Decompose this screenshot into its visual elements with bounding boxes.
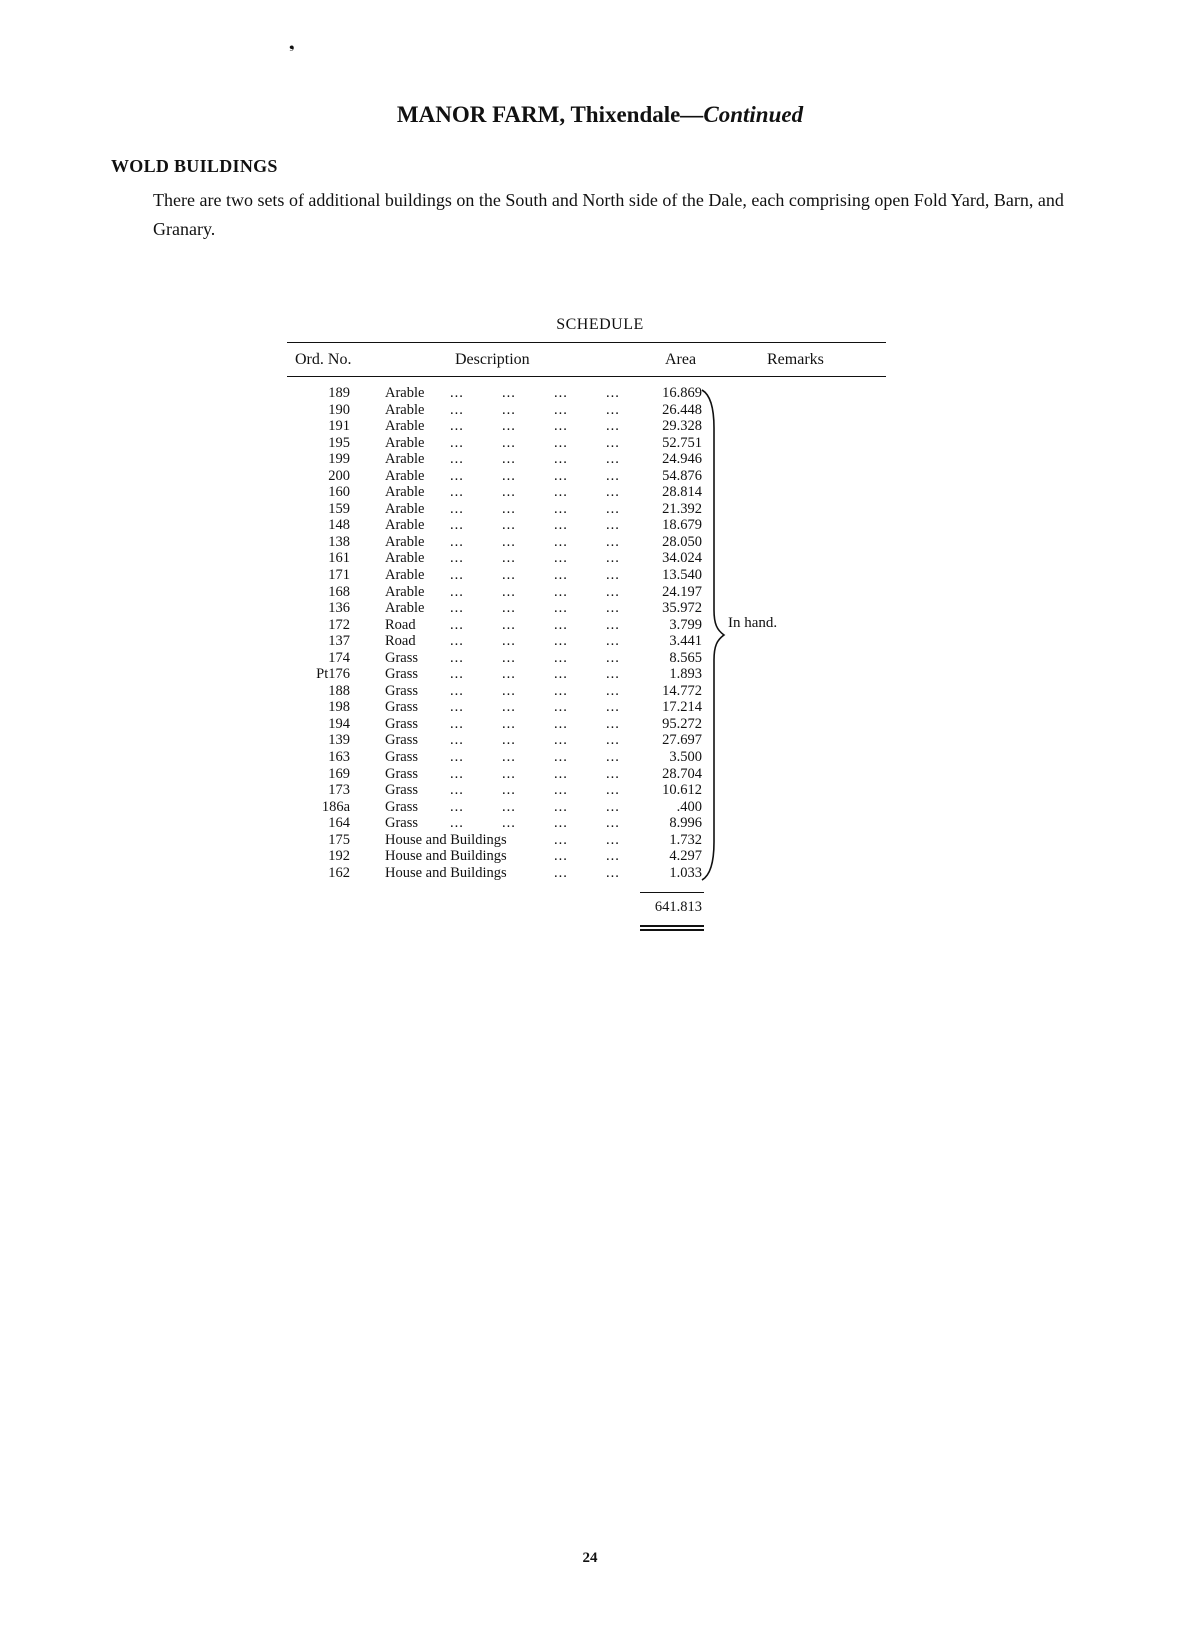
ord-number: 195 [328,434,350,451]
page-number: 24 [582,1550,598,1566]
table-row [287,799,737,816]
area-value: 3.799 [669,616,702,633]
table-row [287,617,737,634]
ord-number: 198 [328,699,350,716]
dot-leaders: ... ... ... ... [450,600,620,617]
total-double-rule-bottom [640,929,704,931]
dot-leaders: ... ... ... ... [450,401,620,418]
ord-number: 159 [328,500,350,517]
table-row [287,501,737,518]
area-value: 24.946 [662,451,702,468]
ord-number: 161 [328,550,350,567]
dot-leaders: ... ... ... ... [450,517,620,534]
description: Arable [385,600,425,617]
description: House and Buildings [385,864,507,881]
ord-number: 175 [328,831,350,848]
dot-leaders: ... ... ... ... [450,682,620,699]
title-continued: —Continued [680,102,804,127]
description: Grass [385,732,419,749]
description: Grass [385,682,419,699]
dot-leaders: ... ... [554,864,620,881]
section-heading: WOLD BUILDINGS [111,156,278,176]
total-double-rule-top [640,925,704,927]
dot-leaders: ... ... ... ... [450,533,620,550]
description: Arable [385,567,425,584]
total-rule [640,892,704,893]
table-row [287,402,737,419]
table-header-rule [287,376,886,377]
section-paragraph: There are two sets of additional buildings on the South and North side of the Dale, each comprising open Fold Yard, Barn, and Granary. [153,190,1064,239]
description: House and Buildings [385,848,507,865]
table-row [287,699,737,716]
ord-number: 199 [328,451,350,468]
description: Arable [385,517,425,534]
ord-number: 173 [328,782,350,799]
area-value: 1.893 [669,666,702,683]
area-value: .400 [676,798,702,815]
table-row [287,633,737,650]
dot-leaders: ... ... ... ... [450,715,620,732]
schedule-rows [287,385,737,881]
dot-leaders: ... ... ... ... [450,434,620,451]
column-header-description: Description [455,351,530,368]
dot-leaders: ... ... ... ... [450,798,620,815]
dot-leaders: ... ... ... ... [450,649,620,666]
table-row [287,451,737,468]
table-row [287,468,737,485]
ord-number: 139 [328,732,350,749]
area-value: 1.732 [669,831,702,848]
area-value: 4.297 [669,848,702,865]
ord-number: 200 [328,467,350,484]
area-value: 1.033 [669,864,702,881]
stray-mark: ❟ [289,37,295,52]
ord-number: Pt176 [316,666,350,683]
schedule-caption: SCHEDULE [556,316,644,333]
ord-number: 136 [328,600,350,617]
area-value: 14.772 [662,682,702,699]
area-value: 8.565 [669,649,702,666]
ord-number: 171 [328,567,350,584]
dot-leaders: ... ... ... ... [450,732,620,749]
table-row [287,650,737,667]
ord-number: 160 [328,484,350,501]
dot-leaders: ... ... ... ... [450,385,620,401]
ord-number: 162 [328,864,350,881]
dot-leaders: ... ... ... ... [450,418,620,435]
area-value: 28.050 [662,533,702,550]
table-row [287,815,737,832]
table-row [287,732,737,749]
page-title [0,100,1200,130]
description: Grass [385,815,419,832]
dot-leaders: ... ... ... ... [450,765,620,782]
area-value: 54.876 [662,467,702,484]
ord-number: 186a [321,798,350,815]
table-row [287,534,737,551]
area-value: 18.679 [662,517,702,534]
description: Grass [385,666,419,683]
ord-number: 192 [328,848,350,865]
description: Arable [385,451,425,468]
title-main: MANOR FARM, Thixendale [396,102,681,127]
area-value: 52.751 [662,434,702,451]
area-value: 3.441 [669,633,702,650]
area-value: 16.869 [662,385,702,401]
description: Arable [385,401,425,418]
dot-leaders: ... ... ... ... [450,550,620,567]
table-row [287,418,737,435]
table-row [287,683,737,700]
dot-leaders: ... ... ... ... [450,749,620,766]
area-value: 21.392 [662,500,702,517]
table-row [287,749,737,766]
dot-leaders: ... ... ... ... [450,484,620,501]
ord-number: 138 [328,533,350,550]
area-value: 3.500 [669,749,702,766]
description: Grass [385,649,419,666]
dot-leaders: ... ... ... ... [450,567,620,584]
column-header-ord: Ord. No. [295,351,352,368]
table-row [287,666,737,683]
dot-leaders: ... ... ... ... [450,782,620,799]
ord-number: 188 [328,682,350,699]
table-row [287,766,737,783]
description: Grass [385,782,419,799]
area-value: 24.197 [662,583,702,600]
table-row [287,865,737,882]
column-header-remarks: Remarks [767,351,824,368]
ord-number: 164 [328,815,350,832]
ord-number: 137 [328,633,350,650]
table-row [287,550,737,567]
ord-number: 168 [328,583,350,600]
area-value: 28.814 [662,484,702,501]
dot-leaders: ... ... ... ... [450,451,620,468]
table-row [287,782,737,799]
table-row [287,517,737,534]
total-area: 641.813 [654,899,702,915]
description: Grass [385,798,419,815]
area-value: 27.697 [662,732,702,749]
dot-leaders: ... ... ... ... [450,583,620,600]
ord-number: 194 [328,715,350,732]
description: Arable [385,418,425,435]
description: Arable [385,385,425,401]
dot-leaders: ... ... ... ... [450,815,620,832]
description: Arable [385,434,425,451]
table-row [287,600,737,617]
description: Grass [385,749,419,766]
dot-leaders: ... ... ... ... [450,616,620,633]
area-value: 10.612 [662,782,702,799]
area-value: 8.996 [669,815,702,832]
dot-leaders: ... ... ... ... [450,633,620,650]
dot-leaders: ... ... ... ... [450,699,620,716]
table-row [287,385,737,402]
ord-number: 189 [328,385,350,401]
description: Grass [385,699,419,716]
area-value: 95.272 [662,715,702,732]
description: Road [385,616,416,633]
dot-leaders: ... ... [554,831,620,848]
ord-number: 190 [328,401,350,418]
table-top-rule [287,342,886,343]
description: Arable [385,583,425,600]
dot-leaders: ... ... ... ... [450,467,620,484]
ord-number: 169 [328,765,350,782]
table-row [287,848,737,865]
ord-number: 163 [328,749,350,766]
dot-leaders: ... ... [554,848,620,865]
description: Arable [385,484,425,501]
description: Grass [385,765,419,782]
ord-number: 148 [328,517,350,534]
description: House and Buildings [385,831,507,848]
table-row [287,832,737,849]
description: Arable [385,500,425,517]
area-value: 26.448 [662,401,702,418]
table-row [287,567,737,584]
dot-leaders: ... ... ... ... [450,500,620,517]
table-row [287,484,737,501]
description: Grass [385,715,419,732]
ord-number: 174 [328,649,350,666]
brace-icon [700,388,730,882]
area-value: 13.540 [662,567,702,584]
column-header-area: Area [665,351,697,368]
area-value: 35.972 [662,600,702,617]
table-row [287,435,737,452]
table-row [287,716,737,733]
table-row [287,584,737,601]
ord-number: 191 [328,418,350,435]
ord-number: 172 [328,616,350,633]
dot-leaders: ... ... ... ... [450,666,620,683]
description: Arable [385,550,425,567]
area-value: 34.024 [662,550,702,567]
area-value: 29.328 [662,418,702,435]
description: Road [385,633,416,650]
description: Arable [385,533,425,550]
area-value: 17.214 [662,699,702,716]
area-value: 28.704 [662,765,702,782]
remark-in-hand: In hand. [728,615,778,631]
description: Arable [385,467,425,484]
